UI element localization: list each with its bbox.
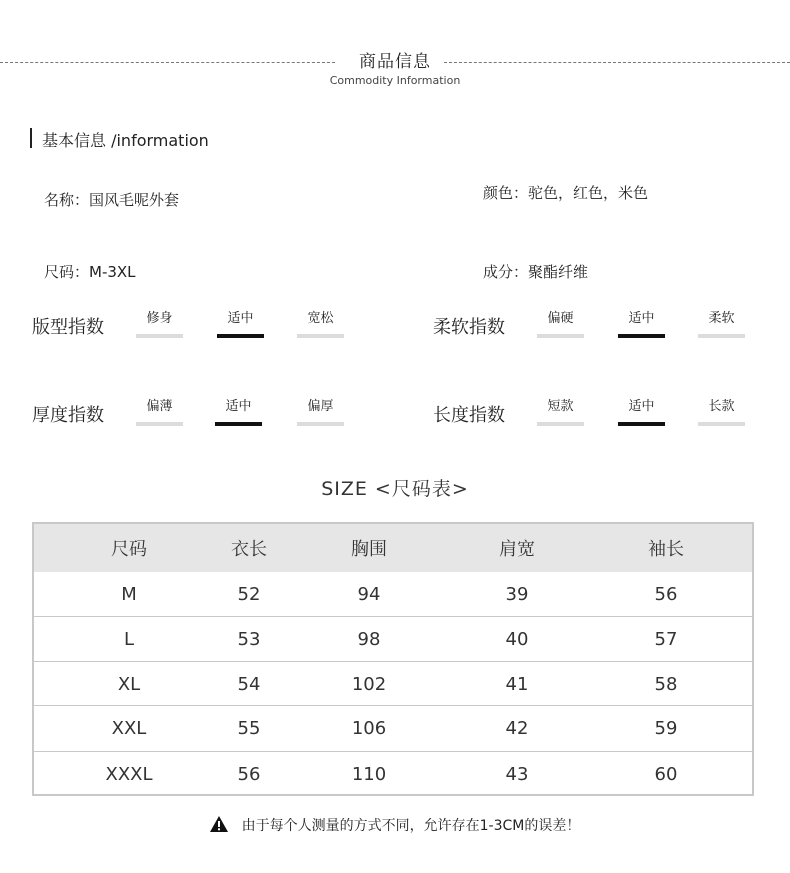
table-cell: 53 bbox=[237, 628, 261, 650]
table-cell: 57 bbox=[654, 628, 678, 650]
info-size: 尺码：M-3XL bbox=[44, 263, 136, 281]
option-label: 适中 bbox=[628, 311, 655, 326]
index-label-thickness: 厚度指数 bbox=[32, 405, 104, 426]
index-label-length: 长度指数 bbox=[433, 405, 505, 426]
warning-icon bbox=[210, 816, 228, 836]
table-row bbox=[34, 705, 752, 751]
table-row bbox=[34, 572, 752, 616]
option-label: 适中 bbox=[227, 311, 254, 326]
table-header-cell: 衣长 bbox=[231, 539, 267, 560]
index-label-softness: 柔软指数 bbox=[433, 317, 505, 338]
option-label: 修身 bbox=[146, 311, 173, 326]
table-cell: L bbox=[123, 628, 135, 650]
table-cell: 43 bbox=[505, 763, 529, 785]
option-bar bbox=[136, 334, 183, 338]
size-table-title: SIZE <尺码表> bbox=[321, 478, 469, 500]
index-label-fit: 版型指数 bbox=[32, 317, 104, 338]
option-bar-selected bbox=[215, 422, 262, 426]
option-bar bbox=[297, 422, 344, 426]
option-label: 偏薄 bbox=[146, 399, 173, 414]
page-subtitle: Commodity Information bbox=[329, 74, 461, 87]
option-bar-selected bbox=[618, 422, 665, 426]
table-header-cell: 袖长 bbox=[648, 539, 684, 560]
option-bar bbox=[537, 422, 584, 426]
measurement-note bbox=[0, 815, 790, 836]
info-color: 颜色：驼色，红色，米色 bbox=[483, 184, 649, 202]
table-header-row bbox=[34, 524, 752, 572]
table-cell: 40 bbox=[505, 628, 529, 650]
table-cell: 60 bbox=[654, 763, 678, 785]
table-row bbox=[34, 661, 752, 706]
option-label: 偏厚 bbox=[307, 399, 334, 414]
table-cell: 56 bbox=[237, 763, 261, 785]
index-option-thickness-2 bbox=[297, 398, 344, 426]
option-bar bbox=[698, 334, 745, 338]
table-cell: 54 bbox=[237, 673, 261, 695]
table-cell: 102 bbox=[351, 673, 387, 695]
table-cell: M bbox=[121, 583, 137, 605]
table-row bbox=[34, 751, 752, 796]
index-option-thickness-1 bbox=[215, 398, 262, 426]
table-cell: 58 bbox=[654, 673, 678, 695]
table-row bbox=[34, 616, 752, 661]
option-label: 柔软 bbox=[708, 311, 735, 326]
table-cell: 94 bbox=[357, 583, 381, 605]
option-bar bbox=[537, 334, 584, 338]
table-cell: XXL bbox=[111, 718, 147, 739]
index-option-softness-1 bbox=[618, 310, 665, 338]
index-option-softness-0 bbox=[537, 310, 584, 338]
note-text: 由于每个人测量的方式不同，允许存在1-3CM的误差！ bbox=[241, 818, 581, 834]
index-option-length-1 bbox=[618, 398, 665, 426]
option-label: 适中 bbox=[225, 399, 252, 414]
table-cell: 42 bbox=[505, 718, 529, 739]
table-cell: 55 bbox=[237, 718, 261, 739]
option-label: 长款 bbox=[708, 399, 735, 414]
option-bar bbox=[297, 334, 344, 338]
option-label: 适中 bbox=[628, 399, 655, 414]
option-bar-selected bbox=[217, 334, 264, 338]
table-cell: 110 bbox=[351, 763, 387, 785]
option-bar-selected bbox=[618, 334, 665, 338]
index-option-thickness-0 bbox=[136, 398, 183, 426]
size-table bbox=[32, 522, 754, 796]
index-option-softness-2 bbox=[698, 310, 745, 338]
table-cell: 41 bbox=[505, 673, 529, 695]
table-cell: 98 bbox=[357, 628, 381, 650]
table-cell: 56 bbox=[654, 583, 678, 605]
option-label: 偏硬 bbox=[547, 311, 574, 326]
section-marker bbox=[30, 128, 32, 148]
table-header-cell: 胸围 bbox=[351, 539, 387, 560]
table-cell: 52 bbox=[237, 583, 261, 605]
table-cell: XXXL bbox=[105, 763, 153, 785]
table-header-cell: 尺码 bbox=[111, 539, 147, 560]
index-option-fit-1 bbox=[217, 310, 264, 338]
section-title: 基本信息 /information bbox=[42, 131, 209, 150]
option-label: 短款 bbox=[547, 399, 574, 414]
header-divider-right bbox=[444, 62, 790, 63]
option-bar bbox=[698, 422, 745, 426]
page-title: 商品信息 bbox=[359, 52, 431, 72]
option-label: 宽松 bbox=[307, 311, 334, 326]
index-option-length-0 bbox=[537, 398, 584, 426]
index-option-fit-0 bbox=[136, 310, 183, 338]
option-bar bbox=[136, 422, 183, 426]
table-cell: 106 bbox=[351, 718, 387, 739]
table-cell: 59 bbox=[654, 718, 678, 739]
index-option-length-2 bbox=[698, 398, 745, 426]
info-name: 名称：国风毛呢外套 bbox=[44, 191, 180, 209]
index-option-fit-2 bbox=[297, 310, 344, 338]
table-header-cell: 肩宽 bbox=[499, 539, 535, 560]
table-cell: XL bbox=[117, 673, 141, 695]
table-cell: 39 bbox=[505, 583, 529, 605]
info-material: 成分：聚酯纤维 bbox=[483, 263, 589, 281]
